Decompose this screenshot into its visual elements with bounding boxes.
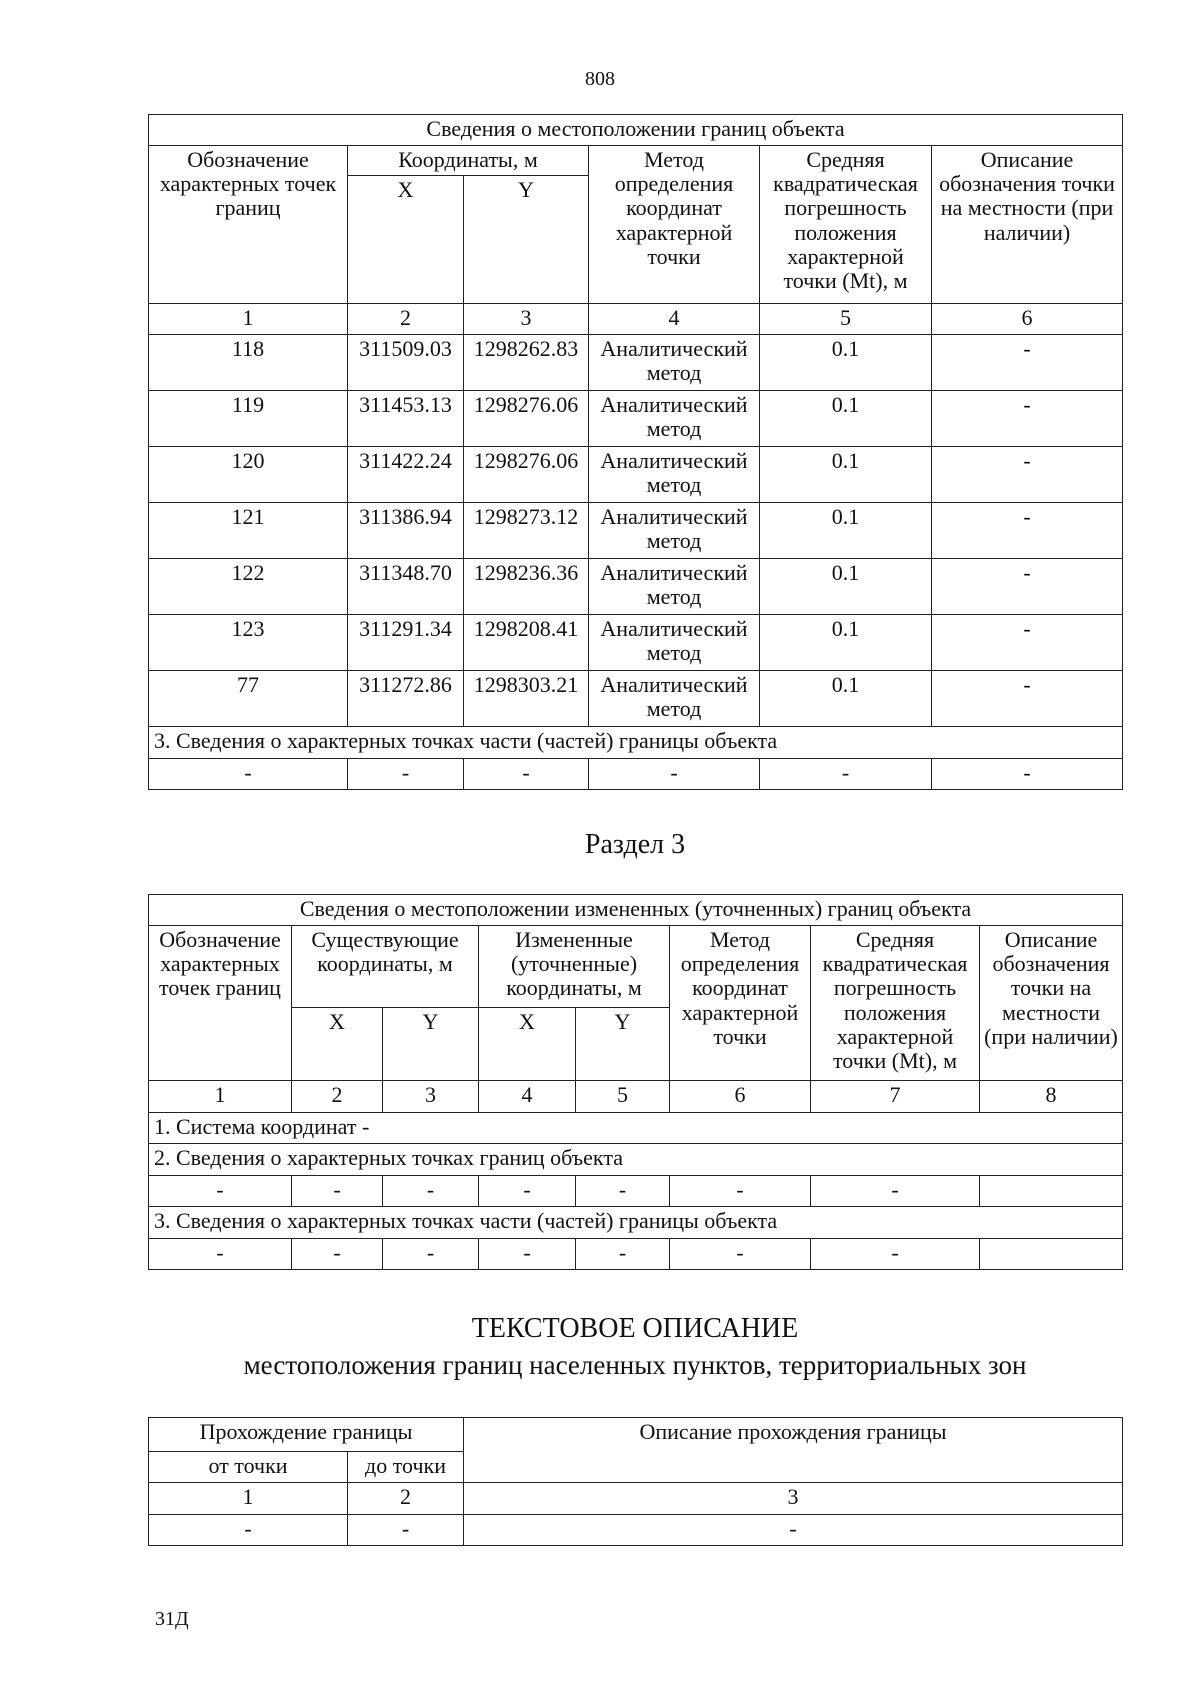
empty-cell: - xyxy=(292,1239,383,1270)
point-id: 122 xyxy=(149,559,348,615)
section3-label: 3. Сведения о характерных точках части (частей) границы объекта xyxy=(149,727,1123,759)
column-number: 1 xyxy=(149,304,348,335)
header-method: Метод определения координат характерной точки xyxy=(670,926,811,1081)
empty-cell: - xyxy=(760,759,932,790)
column-number: 2 xyxy=(292,1081,383,1113)
header-description: Описание обозначения точки на местности (при наличии) xyxy=(980,926,1123,1081)
coord-x: 311453.13 xyxy=(348,391,464,447)
empty-cell: - xyxy=(149,759,348,790)
header-to-point: до точки xyxy=(348,1452,464,1483)
error-value: 0.1 xyxy=(760,615,932,671)
page-number: 808 xyxy=(585,68,615,90)
empty-cell xyxy=(980,1176,1123,1207)
empty-cell: - xyxy=(348,759,464,790)
method: Аналитический метод xyxy=(589,615,760,671)
coord-x: 311291.34 xyxy=(348,615,464,671)
column-number: 2 xyxy=(348,1483,464,1515)
coord-y: 1298276.06 xyxy=(464,391,589,447)
header-x: X xyxy=(348,176,464,304)
header-coordinates: Координаты, м xyxy=(348,146,589,176)
header-from-point: от точки xyxy=(149,1452,348,1483)
coord-x: 311386.94 xyxy=(348,503,464,559)
header-passage-description: Описание прохождения границы xyxy=(464,1418,1123,1483)
text-description-title: ТЕКСТОВОЕ ОПИСАНИЕ xyxy=(471,1313,799,1344)
empty-cell: - xyxy=(464,759,589,790)
method: Аналитический метод xyxy=(589,335,760,391)
column-number: 1 xyxy=(149,1483,348,1515)
changed-boundaries-table xyxy=(148,894,1123,1270)
point-description: - xyxy=(932,447,1123,503)
empty-cell xyxy=(980,1239,1123,1270)
header-designation: Обозначение характерных точек границ xyxy=(149,146,348,304)
coordinate-system-label: 1. Система координат - xyxy=(149,1113,1123,1144)
table-row xyxy=(149,447,1123,503)
column-number: 3 xyxy=(464,1483,1123,1515)
column-number: 7 xyxy=(811,1081,980,1113)
empty-cell: - xyxy=(348,1515,464,1546)
coord-y: 1298276.06 xyxy=(464,447,589,503)
point-id: 118 xyxy=(149,335,348,391)
column-number: 3 xyxy=(383,1081,479,1113)
column-number: 2 xyxy=(348,304,464,335)
header-passage: Прохождение границы xyxy=(149,1418,464,1452)
point-description: - xyxy=(932,335,1123,391)
empty-cell: - xyxy=(670,1239,811,1270)
header-description: Описание обозначения точки на местности (при наличии) xyxy=(932,146,1123,304)
table-row xyxy=(149,1176,1123,1207)
boundary-points-table xyxy=(148,114,1123,790)
header-method: Метод определения координат характерной точки xyxy=(589,146,760,304)
method: Аналитический метод xyxy=(589,447,760,503)
coord-x: 311348.70 xyxy=(348,559,464,615)
header-y: Y xyxy=(576,1008,670,1081)
empty-cell: - xyxy=(589,759,760,790)
point-description: - xyxy=(932,615,1123,671)
column-number: 5 xyxy=(576,1081,670,1113)
header-y: Y xyxy=(464,176,589,304)
error-value: 0.1 xyxy=(760,391,932,447)
header-x: X xyxy=(479,1008,576,1081)
coord-x: 311272.86 xyxy=(348,671,464,727)
coord-y: 1298303.21 xyxy=(464,671,589,727)
point-description: - xyxy=(932,559,1123,615)
point-id: 119 xyxy=(149,391,348,447)
boundary-passage-table xyxy=(148,1417,1123,1546)
coord-y: 1298236.36 xyxy=(464,559,589,615)
header-x: X xyxy=(292,1008,383,1081)
error-value: 0.1 xyxy=(760,503,932,559)
coord-x: 311509.03 xyxy=(348,335,464,391)
point-id: 121 xyxy=(149,503,348,559)
table-row xyxy=(149,335,1123,391)
header-y: Y xyxy=(383,1008,479,1081)
empty-cell: - xyxy=(932,759,1123,790)
column-number: 8 xyxy=(980,1081,1123,1113)
coord-x: 311422.24 xyxy=(348,447,464,503)
empty-cell: - xyxy=(576,1176,670,1207)
text-description-subtitle: местоположения границ населенных пунктов, территориальных зон xyxy=(243,1350,1027,1380)
empty-cell: - xyxy=(292,1176,383,1207)
method: Аналитический метод xyxy=(589,391,760,447)
coord-y: 1298262.83 xyxy=(464,335,589,391)
column-number: 1 xyxy=(149,1081,292,1113)
method: Аналитический метод xyxy=(589,671,760,727)
error-value: 0.1 xyxy=(760,447,932,503)
column-number: 5 xyxy=(760,304,932,335)
point-description: - xyxy=(932,391,1123,447)
point-id: 77 xyxy=(149,671,348,727)
column-number: 6 xyxy=(670,1081,811,1113)
empty-cell: - xyxy=(149,1239,292,1270)
point-description: - xyxy=(932,671,1123,727)
header-existing-coordinates: Существующие координаты, м xyxy=(292,926,479,1008)
empty-cell: - xyxy=(576,1239,670,1270)
point-id: 123 xyxy=(149,615,348,671)
footer-code: 31Д xyxy=(155,1608,189,1630)
coord-y: 1298273.12 xyxy=(464,503,589,559)
section3-label: 3. Сведения о характерных точках части (частей) границы объекта xyxy=(149,1207,1123,1239)
section2-label: 2. Сведения о характерных точках границ объекта xyxy=(149,1144,1123,1176)
empty-cell: - xyxy=(811,1239,980,1270)
table-row xyxy=(149,671,1123,727)
table-title: Сведения о местоположении измененных (уточненных) границ объекта xyxy=(149,895,1123,926)
header-error: Средняя квадратическая погрешность положения характерной точки (Mt), м xyxy=(760,146,932,304)
error-value: 0.1 xyxy=(760,559,932,615)
method: Аналитический метод xyxy=(589,503,760,559)
header-changed-coordinates: Измененные (уточненные) координаты, м xyxy=(479,926,670,1008)
table-row xyxy=(149,1515,1123,1546)
method: Аналитический метод xyxy=(589,559,760,615)
column-number: 3 xyxy=(464,304,589,335)
coord-y: 1298208.41 xyxy=(464,615,589,671)
column-number: 4 xyxy=(479,1081,576,1113)
table-row xyxy=(149,1239,1123,1270)
table-row xyxy=(149,559,1123,615)
empty-cell: - xyxy=(149,1176,292,1207)
header-error: Средняя квадратическая погрешность положения характерной точки (Mt), м xyxy=(811,926,980,1081)
table-row xyxy=(149,759,1123,790)
table-row xyxy=(149,503,1123,559)
point-description: - xyxy=(932,503,1123,559)
column-number: 4 xyxy=(589,304,760,335)
empty-cell: - xyxy=(383,1239,479,1270)
table-row xyxy=(149,391,1123,447)
header-designation: Обозначение характерных точек границ xyxy=(149,926,292,1081)
column-number: 6 xyxy=(932,304,1123,335)
table-row xyxy=(149,615,1123,671)
empty-cell: - xyxy=(149,1515,348,1546)
error-value: 0.1 xyxy=(760,671,932,727)
empty-cell: - xyxy=(811,1176,980,1207)
empty-cell: - xyxy=(479,1176,576,1207)
table-title: Сведения о местоположении границ объекта xyxy=(149,115,1123,146)
empty-cell: - xyxy=(670,1176,811,1207)
error-value: 0.1 xyxy=(760,335,932,391)
section-title: Раздел 3 xyxy=(584,829,686,860)
point-id: 120 xyxy=(149,447,348,503)
empty-cell: - xyxy=(479,1239,576,1270)
empty-cell: - xyxy=(464,1515,1123,1546)
empty-cell: - xyxy=(383,1176,479,1207)
